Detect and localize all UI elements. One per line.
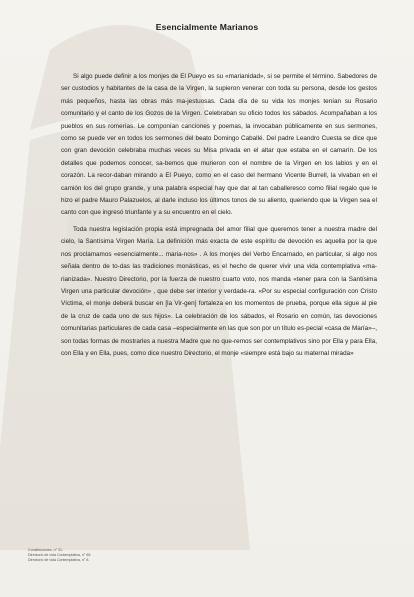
paragraph: Toda nuestra legislación propia está impregnada del amor filial que queremos tener a nuestra madre del cielo, la Santísima Virgen María. La definición más exacta de este espíritu de devoción es aquella por la que nos proclamamos «esencialmente... maria-nos» . A los monjes del Verbo Encarnado, en particular, si algo nos señala dentro de to-das las tradiciones monásticas, es el hecho de querer vivir una vida contemplativa «ma-rianizada». Nuestro Directorio, por la fuerza de nuestro cuarto voto, nos manda «tener para con la Santísima Virgen una particular devoción» , que debe ser interior y verdade-ra. «Por su especial configuración con Cristo Víctima, el monje deberá buscar en [la Vir-gen] fortaleza en los momentos de prueba, porque ella sigue al pie de la cruz de cada uno de sus hijos». La celebración de los sábados, el Rosario en común, las devociones comunitarias particulares de cada casa –especialmente en las que son por un título es-pecial «casa de María»–, son todas formas de mostrarles a nuestra Madre que no que-remos ser contemplativos sino por Ella y para Ella, con Ella y en Ella, pues, como dice nuestro Directorio, el monje «siempre está bajo su maternal mirada» <box>61 225 377 357</box>
paragraph: Si algo puede definir a los monjes de El Pueyo es su «marianidad», si se permite el término. Sabedores de ser custodios y habitantes de la casa de la Virgen, la supieron venerar con toda su persona, desde los gestos más pequeños, hasta las obras más ma-jestuosas. Cada día de su vida los monjes tenían su Rosario comunitario y el canto de los Gozos de la Virgen. Celebraban su oficio todos los sábados. Acompañaban a los pueblos en sus romerías. Le componían canciones y poemas, la invocaban públicamente en sus sermones, como se puede ver en todos los sermones del beato Domingo Caballé. Del padre Leandro Cuesta se dice que con gran devoción celebraba muchas veces su Misa privada en el altar que estaba en el camarín. De los detalles que podemos conocer, sa-bemos que murieron con el nombre de la Virgen en los labios y en el corazón. La recor-daban mirando a El Pueyo, como en el caso del hermano Vicente Burrell, la vivaban en el camión los del grupo grande, y una palabra especial hay que dar al tan caballeresco como filial regalo que le hizo el padre Mauro Palazuelos, al darle incluso los últimos tonos de su aliento, queriendo que la Virgen sea el canto con que ingresó triunfante y a su encuentro en el cielo. <box>61 73 377 217</box>
footnotes <box>28 548 228 562</box>
footnote: Directorio de vida Contemplativa, n° 65. <box>28 552 92 557</box>
body-text <box>61 71 377 360</box>
page-title: Esencialmente Marianos <box>155 22 259 32</box>
footnote: Directorio de vida Contemplativa, n° 8. <box>28 557 90 562</box>
footnote: Constituciones, n° 31. <box>28 548 63 552</box>
